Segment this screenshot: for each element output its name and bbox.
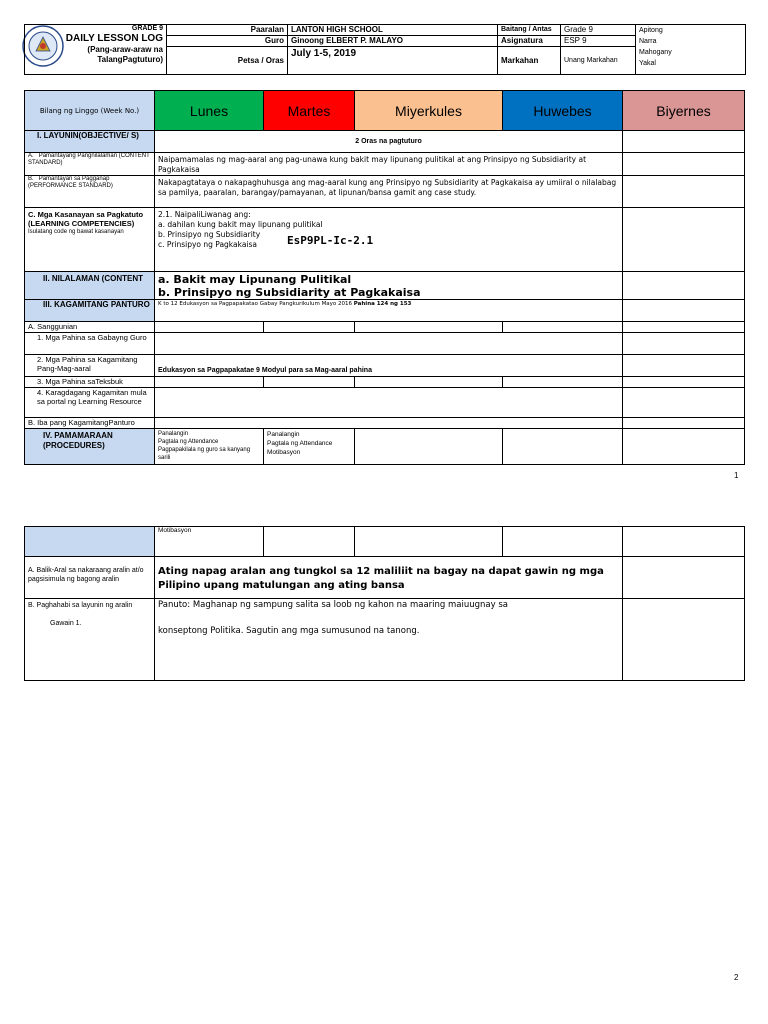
oras-text: 2 Oras na pagtuturo xyxy=(155,131,623,153)
petsa-label: Petsa / Oras xyxy=(167,47,288,75)
nilalaman-text xyxy=(155,272,623,300)
nilalaman-label: II. NILALAMAN (CONTENT xyxy=(25,272,155,300)
proc-lunes-1: Panalangin xyxy=(158,431,189,437)
ref-gabay-label: 1. Mga Pahina sa Gabayng Guro xyxy=(25,333,155,355)
header-table xyxy=(24,24,746,75)
page-number-1: 1 xyxy=(734,471,739,480)
paghahabi-text xyxy=(155,599,623,681)
ref-portal-label: 4. Karagdagang Kagamitan mula sa portal ng Learning Resource xyxy=(25,388,155,418)
proc-lunes xyxy=(155,429,264,465)
proc-martes-2: Pagtala ng Attendance xyxy=(267,440,333,447)
p2-motibasyon: Motibasyon xyxy=(155,527,264,557)
ref-kagamitan-label: 2. Mga Pahina sa Kagamitang Pang-Mag-aaral xyxy=(25,355,155,377)
nilalaman-b: b. Prinsipyo ng Subsidiarity at Pagkakaisa xyxy=(158,286,421,299)
lesson-table-page2 xyxy=(24,526,745,681)
day-miyerkules: Miyerkules xyxy=(355,91,503,131)
b-title: Pamantayan sa Pagganap (PERFORMANCE STANDARD) xyxy=(28,176,113,189)
b-letter: B. xyxy=(28,176,34,182)
panuto-line1: Panuto: Maghanap ng sampung salita sa loob ng kahon na maaring maiuugnay sa xyxy=(158,600,508,610)
day-martes: Martes xyxy=(264,91,355,131)
a-letter: A. xyxy=(28,153,34,159)
baitang-value: Grade 9 xyxy=(561,25,636,36)
gawain-label: Gawain 1. xyxy=(50,620,82,627)
lesson-table-page1 xyxy=(24,90,745,465)
day-lunes: Lunes xyxy=(155,91,264,131)
grade-label: GRADE 9 xyxy=(131,25,163,32)
kagamitan-source: K to 12 Edukasyon sa Pagpapakatao Gabay Pangkurikulum Mayo 2016 xyxy=(158,301,353,307)
competencies-label xyxy=(25,208,155,272)
page-number-2: 2 xyxy=(734,973,739,982)
balik-aral-text: Ating napag aralan ang tungkol sa 12 maliliit na bagay na dapat gawin ng mga Pilipino upang matulungan ang ating bansa xyxy=(155,557,623,599)
proc-martes-3: Motibasyon xyxy=(267,449,301,456)
section-apitong: Apitong xyxy=(639,27,663,34)
c-intro: 2.1. NaipaliLiwanag ang: xyxy=(158,210,251,219)
competency-code: EsP9PL-Ic-2.1 xyxy=(287,234,374,247)
dll-subtitle: (Pang-araw-araw na TalangPagtuturo) xyxy=(87,45,163,64)
c-item-c: c. Prinsipyo ng Pagkakaisa xyxy=(158,240,258,249)
proc-martes xyxy=(264,429,355,465)
c-item-b: b. Prinsipyo ng Subsidiarity xyxy=(158,230,261,239)
paaralan-value: LANTON HIGH SCHOOL xyxy=(288,25,498,36)
a-title: Pamantayang Pangnilalaman (CONTENT STANDARD) xyxy=(28,153,150,166)
markahan-value: Unang Markahan xyxy=(561,47,636,75)
paghahabi-title: B. Paghahabi sa layunin ng aralin xyxy=(28,602,133,609)
competencies-text xyxy=(155,208,623,272)
section-yakal: Yakal xyxy=(639,60,656,67)
pamamaraan-label: IV. PAMAMARAAN (PROCEDURES) xyxy=(25,429,155,465)
proc-lunes-2: Pagtala ng Attendance xyxy=(158,439,219,445)
kagamitan-pages: Pahina 124 ng 153 xyxy=(353,301,412,307)
guro-value: Ginoong ELBERT P. MALAYO xyxy=(288,36,498,47)
ref-teksbuk-label: 3. Mga Pahina saTeksbuk xyxy=(25,377,155,388)
day-biyernes: Biyernes xyxy=(623,91,745,131)
paaralan-label: Paaralan xyxy=(167,25,288,36)
iba-label: B. Iba pang KagamitangPanturo xyxy=(25,418,155,429)
petsa-value: July 1-5, 2019 xyxy=(288,47,498,75)
c-sub: Isulatang code ng bawat kasanayan xyxy=(28,229,124,235)
nilalaman-a: a. Bakit may Lipunang Pulitikal xyxy=(158,273,352,286)
content-standard-label xyxy=(25,153,155,176)
proc-lunes-3: Pagpapakilala ng guro sa kanyang sarili xyxy=(158,447,251,461)
dll-title: DAILY LESSON LOG xyxy=(65,33,163,44)
week-label: Bilang ng Linggo (Week No.) xyxy=(25,91,155,131)
kagamitan-text xyxy=(155,300,623,322)
performance-standard-label xyxy=(25,176,155,208)
kagamitan-label: III. KAGAMITANG PANTURO xyxy=(25,300,155,322)
sections-list xyxy=(636,25,746,75)
asignatura-value: ESP 9 xyxy=(561,36,636,47)
c-item-a: a. dahilan kung bakit may lipunang pulitikal xyxy=(158,220,323,229)
layunin-label: I. LAYUNIN(OBJECTIVE/ S) xyxy=(25,131,155,153)
paghahabi-label xyxy=(25,599,155,681)
ref-kagamitan-text: Edukasyon sa Pagpapakatae 9 Modyul para sa Mag-aaral pahina xyxy=(155,355,623,377)
asignatura-label: Asignatura xyxy=(498,36,561,47)
markahan-label: Markahan xyxy=(498,47,561,75)
baitang-label: Baitang / Antas xyxy=(498,25,561,36)
content-standard-text: Naipamamalas ng mag-aaral ang pag-unawa kung bakit may lipunang pulitikal at ang Prinsipyo ng Subsidiarity at Pagkakaisa xyxy=(155,153,623,176)
balik-aral-label: A. Balik-Aral sa nakaraang aralin at/o pagsisimula ng bagong aralin xyxy=(25,557,155,599)
c-title: C. Mga Kasanayan sa Pagkatuto (LEARNING COMPETENCIES) xyxy=(28,210,144,228)
sanggunian-label: A. Sanggunian xyxy=(25,322,155,333)
proc-martes-1: Panalangin xyxy=(267,431,300,438)
day-huwebes: Huwebes xyxy=(503,91,623,131)
section-mahogany: Mahogany xyxy=(639,49,672,56)
panuto-line2: konseptong Politika. Sagutin ang mga sumusunod na tanong. xyxy=(158,626,420,636)
performance-standard-text: Nakapagtataya o nakapaghuhusga ang mag-aaral kung ang Prinsipyo ng Subsidiarity at Pagkakaisa ay umiiral o nilalabag sa pamilya, paaralan, barangay/pamayanan, at lipunan/bansa gamit ang case study. xyxy=(155,176,623,208)
section-narra: Narra xyxy=(639,38,657,45)
guro-label: Guro xyxy=(167,36,288,47)
